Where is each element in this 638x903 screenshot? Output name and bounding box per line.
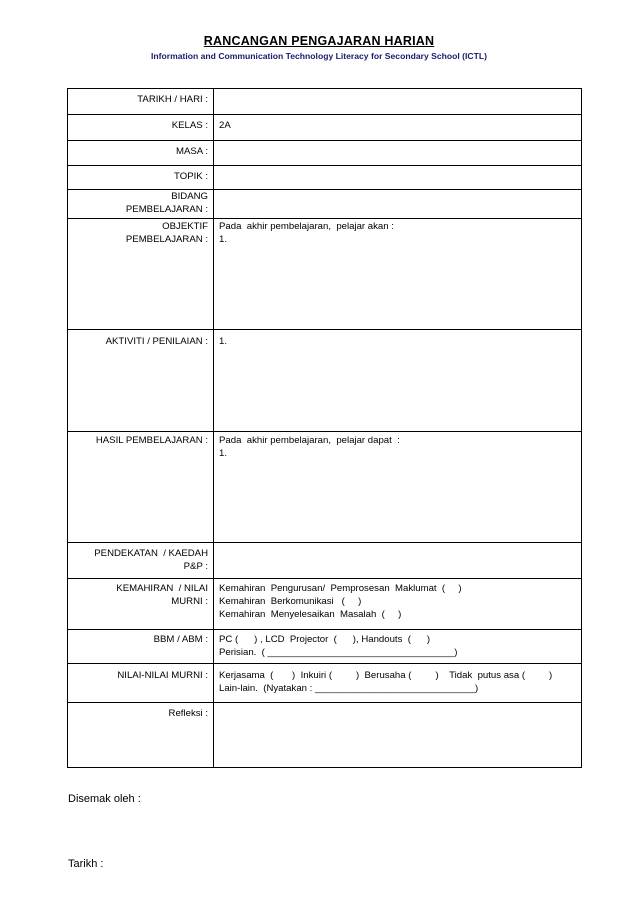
nilai-line-2: Lain-lain. (Nyatakan : ______________________________)	[219, 683, 479, 694]
tarikh-label: TARIKH / HARI :	[68, 89, 214, 115]
hasil-line-1: Pada akhir pembelajaran, pelajar dapat :	[219, 435, 400, 446]
row-pendekatan	[68, 543, 582, 579]
disemak-oleh-label: Disemak oleh :	[68, 793, 141, 805]
aktiviti-field[interactable]	[214, 330, 582, 432]
masa-label: MASA :	[68, 141, 214, 166]
objektif-field[interactable]	[214, 219, 582, 330]
bbm-line-1: PC ( ) , LCD Projector ( ), Handouts ( )	[219, 634, 431, 645]
row-refleksi	[68, 703, 582, 768]
nilai-field[interactable]	[214, 664, 582, 703]
bidang-field[interactable]	[214, 190, 582, 219]
objektif-label	[68, 219, 214, 330]
kemahiran-label	[68, 579, 214, 630]
row-aktiviti	[68, 330, 582, 432]
row-tarikh	[68, 89, 582, 115]
hasil-line-2: 1.	[219, 448, 228, 459]
refleksi-field[interactable]	[214, 703, 582, 768]
nilai-label: NILAI-NILAI MURNI :	[68, 664, 214, 703]
kemahiran-field[interactable]	[214, 579, 582, 630]
pendekatan-label	[68, 543, 214, 579]
lesson-plan-table	[67, 88, 582, 768]
aktiviti-line-1: 1.	[219, 336, 228, 347]
tarikh-field[interactable]	[214, 89, 582, 115]
kemahiran-label-line-2: MURNI :	[171, 596, 208, 607]
aktiviti-label: AKTIVITI / PENILAIAN :	[68, 330, 214, 432]
pendekatan-field[interactable]	[214, 543, 582, 579]
hasil-label: HASIL PEMBELAJARAN :	[68, 432, 214, 543]
nilai-line-1: Kerjasama ( ) Inkuiri ( ) Berusaha ( ) Tidak putus asa ( )	[219, 670, 553, 681]
hasil-field[interactable]	[214, 432, 582, 543]
objektif-line-1: Pada akhir pembelajaran, pelajar akan :	[219, 221, 394, 232]
kemahiran-label-line-1: KEMAHIRAN / NILAI	[116, 583, 208, 594]
bbm-label: BBM / ABM :	[68, 630, 214, 664]
kemahiran-line-3: Kemahiran Menyelesaikan Masalah ( )	[219, 609, 402, 620]
row-topik	[68, 166, 582, 190]
bbm-field[interactable]	[214, 630, 582, 664]
row-kelas	[68, 115, 582, 141]
row-nilai	[68, 664, 582, 703]
objektif-label-line-1: OBJEKTIF	[162, 221, 208, 232]
bidang-label-line-2: PEMBELAJARAN :	[125, 204, 208, 215]
document-title-text: RANCANGAN PENGAJARAN HARIAN	[203, 34, 435, 48]
topik-field[interactable]	[214, 166, 582, 190]
document-subtitle: Information and Communication Technology Literacy for Secondary School (ICTL)	[151, 51, 487, 61]
row-objektif	[68, 219, 582, 330]
refleksi-label: Refleksi :	[68, 703, 214, 768]
bidang-label	[68, 190, 214, 219]
kemahiran-line-1: Kemahiran Pengurusan/ Pemprosesan Maklumat ( )	[219, 583, 462, 594]
topik-label: TOPIK :	[68, 166, 214, 190]
footer-tarikh-label: Tarikh :	[68, 858, 104, 870]
row-hasil	[68, 432, 582, 543]
document-title	[0, 34, 638, 48]
row-bbm	[68, 630, 582, 664]
objektif-label-line-2: PEMBELAJARAN :	[125, 234, 208, 245]
pendekatan-label-line-1: PENDEKATAN / KAEDAH	[94, 548, 208, 559]
kelas-label: KELAS :	[68, 115, 214, 141]
bidang-label-line-1: BIDANG	[171, 191, 208, 202]
row-bidang	[68, 190, 582, 219]
kelas-field[interactable]: 2A	[214, 115, 582, 141]
pendekatan-label-line-2: P&P :	[183, 561, 208, 572]
masa-field[interactable]	[214, 141, 582, 166]
row-masa	[68, 141, 582, 166]
objektif-line-2: 1.	[219, 234, 228, 245]
bbm-line-2: Perisian. ( ___________________________________)	[219, 647, 458, 658]
kemahiran-line-2: Kemahiran Berkomunikasi ( )	[219, 596, 362, 607]
row-kemahiran	[68, 579, 582, 630]
